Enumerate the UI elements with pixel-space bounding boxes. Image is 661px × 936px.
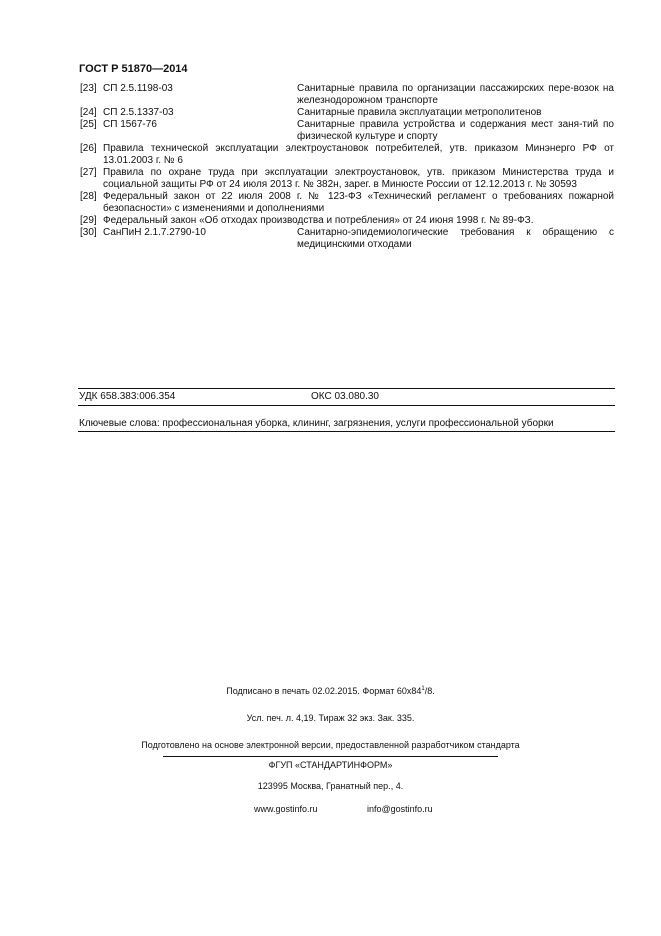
reference-description: Санитарные правила по организации пассажирских пере-возок на железнодорожном транспорте (297, 83, 614, 106)
reference-code: СанПиН 2.1.7.2790-10 (103, 227, 206, 238)
reference-description: Санитарно-эпидемиологические требования к обращению с медицинскими отходами (297, 227, 614, 250)
reference-description: Правила технической эксплуатации электроустановок потребителей, утв. приказом Минэнерго РФ от 13.01.2003 г. № 6 (103, 143, 614, 166)
reference-code: СП 2.5.1198-03 (103, 83, 173, 94)
reference-description: Правила по охране труда при эксплуатации электроустановок, утв. приказом Министерства труда и социальной защиты РФ от 24 июля 2013 г. № 382н, зарег. в Минюсте России от 12.12.2013 г. № 30593 (103, 167, 614, 190)
reference-number: [27] (80, 167, 97, 178)
reference-description: Санитарные правила эксплуатации метрополитенов (297, 107, 542, 118)
reference-item (80, 143, 614, 167)
oks-code: ОКС 03.080.30 (311, 391, 379, 402)
reference-item (80, 119, 614, 143)
reference-number: [29] (80, 215, 97, 226)
keywords: Ключевые слова: профессиональная уборка, клининг, загрязнения, услуги профессиональной уборки (79, 418, 554, 429)
reference-item (80, 215, 614, 227)
udk-code: УДК 658.383:006.354 (79, 391, 176, 402)
divider (78, 431, 615, 432)
reference-code: СП 2.5.1337-03 (103, 107, 174, 118)
document-header: ГОСТ Р 51870—2014 (79, 63, 188, 75)
format-denominator: /8. (424, 686, 435, 696)
references-list (80, 83, 614, 251)
reference-item (80, 167, 614, 191)
reference-description: Санитарные правила устройства и содержания мест заня-тий по физической культуре и спорту (297, 119, 614, 142)
prepared-info: Подготовлено на основе электронной версии, предоставленной разработчиком стандарта (141, 740, 520, 750)
reference-number: [23] (80, 83, 97, 94)
publisher-address: 123995 Москва, Гранатный пер., 4. (257, 781, 404, 791)
reference-item (80, 83, 614, 107)
reference-code: СП 1567-76 (103, 119, 157, 130)
reference-description: Федеральный закон от 22 июля 2008 г. № 123-ФЗ «Технический регламент о требованиях пожарной безопасности» с изменениями и дополнениями (103, 191, 614, 214)
divider (163, 756, 498, 757)
reference-number: [25] (80, 119, 97, 130)
reference-number: [30] (80, 227, 97, 238)
email-link[interactable]: info@gostinfo.ru (367, 804, 433, 814)
divider (78, 405, 615, 406)
reference-description: Федеральный закон «Об отходах производства и потребления» от 24 июня 1998 г. № 89-ФЗ. (103, 215, 534, 226)
reference-number: [26] (80, 143, 97, 154)
print-info: Усл. печ. л. 4,19. Тираж 32 экз. Зак. 335. (246, 713, 415, 723)
format-superscript: 1 (421, 686, 425, 692)
signed-info (0, 686, 661, 696)
reference-number: [24] (80, 107, 97, 118)
signed-text: Подписано в печать 02.02.2015. Формат 60x84 (226, 686, 422, 696)
publisher: ФГУП «СТАНДАРТИНФОРМ» (268, 760, 393, 770)
divider (78, 388, 615, 389)
reference-item (80, 107, 614, 119)
website-link[interactable]: www.gostinfo.ru (254, 804, 318, 814)
reference-item (80, 227, 614, 251)
reference-item (80, 191, 614, 215)
reference-number: [28] (80, 191, 97, 202)
